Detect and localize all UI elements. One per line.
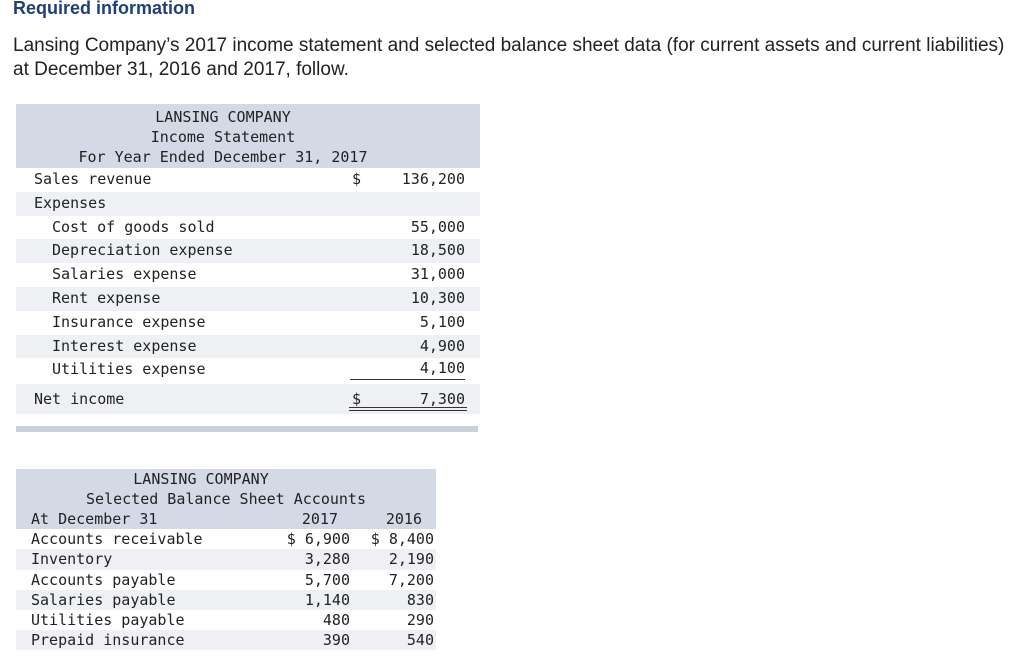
bs-row [16, 570, 436, 590]
bs-row-2017: 390 [322, 631, 350, 650]
expense-row [16, 263, 480, 287]
required-information-heading: Required information [13, 0, 196, 18]
sales-revenue-row [16, 168, 480, 192]
expense-value: 4,100 [350, 358, 465, 380]
bs-date-label: At December 31 [31, 510, 158, 528]
expense-value: 55,000 [410, 217, 465, 236]
bs-row-2016: 540 [406, 631, 434, 650]
expense-value: 18,500 [410, 241, 465, 260]
bs-title: Selected Balance Sheet Accounts [86, 490, 366, 508]
sales-currency: $ [352, 170, 362, 188]
expenses-row [16, 192, 480, 216]
bs-row-2016: 7,200 [388, 570, 434, 589]
bs-row-label: Accounts payable [31, 570, 176, 589]
bs-row-2017: 5,700 [304, 570, 350, 589]
bs-row [16, 630, 436, 650]
bs-col-2016: 2016 [385, 510, 422, 528]
bs-row-2016: $ 8,400 [370, 530, 434, 549]
expense-label: Interest expense [52, 336, 197, 355]
balance-sheet-table [16, 469, 436, 650]
intro-paragraph: Lansing Company’s 2017 income statement and selected balance sheet data (for current assets and current liabilities) at December 31, 2016 and 2017, follow. [13, 35, 1005, 80]
expense-row [16, 287, 480, 311]
bs-row [16, 590, 436, 610]
expense-label: Salaries expense [52, 265, 197, 284]
net-income-label: Net income [34, 390, 125, 409]
bs-row [16, 529, 436, 549]
expense-value: 10,300 [410, 288, 465, 307]
expense-row [16, 335, 480, 359]
expense-row [16, 216, 480, 240]
expense-label: Rent expense [52, 288, 161, 307]
expense-label: Insurance expense [52, 312, 206, 331]
expense-label: Depreciation expense [52, 241, 233, 260]
bs-row-label: Inventory [31, 550, 113, 569]
bs-row [16, 549, 436, 569]
bs-row-label: Salaries payable [31, 590, 176, 609]
is-period: For Year Ended December 31, 2017 [78, 148, 368, 166]
bs-row-2017: 3,280 [304, 550, 350, 569]
expense-row [16, 239, 480, 263]
bs-row [16, 610, 436, 630]
expense-row [16, 311, 480, 335]
sales-revenue-value: 136,200 [401, 170, 465, 188]
bs-row-2017: $ 6,900 [286, 530, 350, 549]
bs-row-2017: 1,140 [304, 590, 350, 609]
bs-row-2016: 290 [406, 610, 434, 629]
balance-sheet-header [16, 469, 436, 509]
income-statement-table [16, 104, 480, 414]
bs-column-header-row [16, 509, 436, 529]
expenses-label: Expenses [34, 193, 107, 212]
sales-revenue-label: Sales revenue [34, 170, 152, 188]
bs-row-label: Utilities payable [31, 610, 185, 629]
is-title: Income Statement [150, 128, 296, 146]
expense-label: Cost of goods sold [52, 217, 215, 236]
expense-label: Utilities expense [52, 360, 206, 379]
bs-row-2016: 830 [406, 590, 434, 609]
is-company-name: LANSING COMPANY [155, 108, 291, 126]
expense-row [16, 358, 480, 382]
bs-row-label: Prepaid insurance [31, 631, 185, 650]
bs-col-2017: 2017 [301, 510, 338, 528]
net-income-row [16, 384, 480, 414]
table-divider [16, 426, 478, 432]
expense-value: 31,000 [410, 265, 465, 284]
expense-value: 4,900 [419, 336, 465, 355]
net-income-currency: $ [352, 390, 362, 409]
income-statement-header [16, 104, 480, 168]
expense-value: 5,100 [419, 312, 465, 331]
net-income-value: 7,300 [419, 390, 465, 409]
bs-company-name: LANSING COMPANY [133, 470, 269, 488]
bs-row-2016: 2,190 [388, 550, 434, 569]
bs-row-label: Accounts receivable [31, 530, 203, 549]
bs-row-2017: 480 [322, 610, 350, 629]
double-underline [349, 407, 467, 411]
